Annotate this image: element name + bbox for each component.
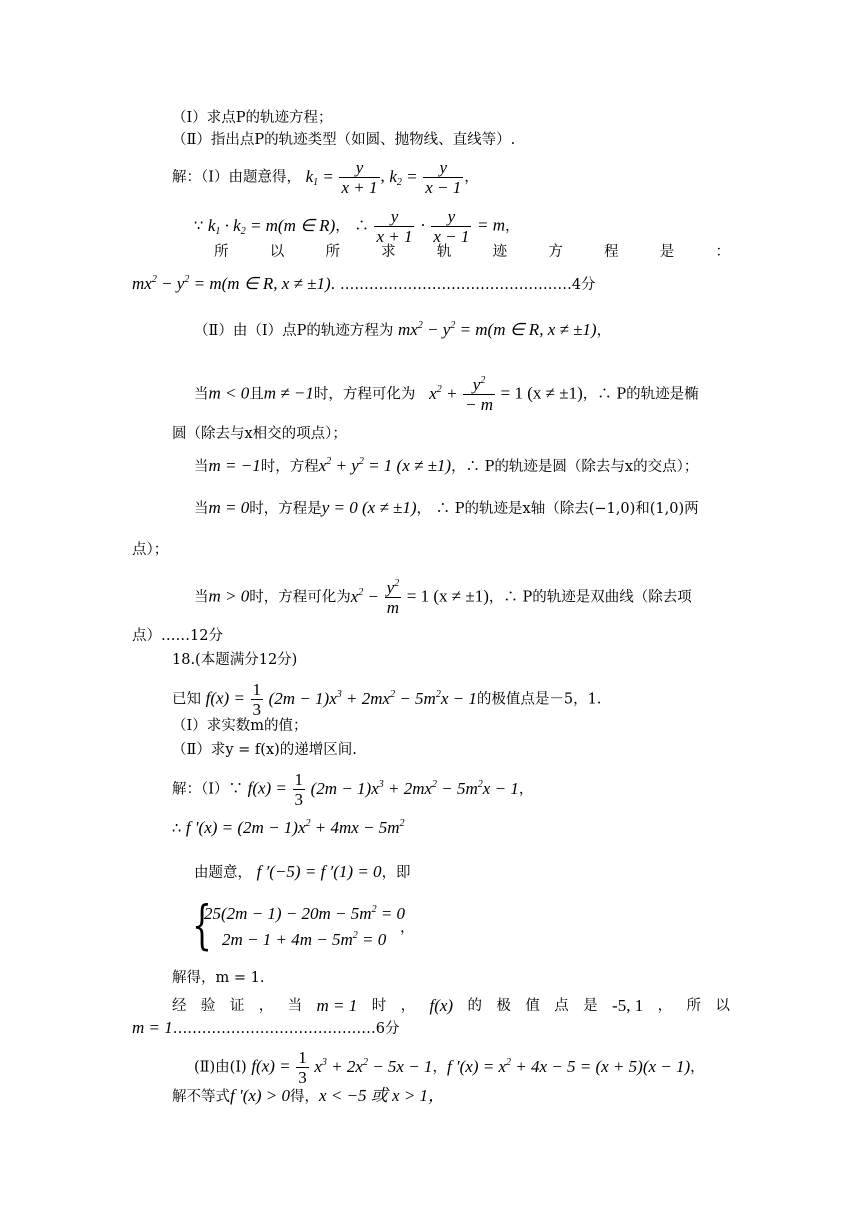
system-comma: ， bbox=[400, 920, 415, 936]
p18-part2-line: (Ⅱ)由(Ⅰ) f(x) = $\frac{1}{3}$ $x^3 + 2x^2 - 5x - 1$，f $'(x) = x^2 + 4x - 5 = (x + 5)(x - 1)$， bbox=[194, 1048, 705, 1087]
p18-question-1: （Ⅰ）求实数m的值； bbox=[172, 718, 308, 734]
case-ellipse-cont: 圆（除去与x相交的项点）； bbox=[172, 426, 347, 442]
solution-line-2: ∵ $k_1 \cdot k_2 = m(m$ ∈ R)， ∴ $\frac{y}{x + 1}$ · $\frac{y}{x - 1}$ = m， bbox=[194, 207, 520, 246]
p18-solution-1: 解：（Ⅰ）∵ f(x) = $\frac{1}{3}$ $(2m - 1)x^3 + 2mx^2 - 5m^2x - 1$， bbox=[172, 770, 534, 809]
trajectory-equation: $mx^2 - y^2 = m(m$ ∈ R, x ≠ ±1). …………………………………………4分 bbox=[132, 274, 596, 293]
system-eq-2: $2m - 1 + 4m - 5m^2 = 0$ bbox=[222, 930, 387, 949]
case-hyperbola: 当m > 0时，方程可化为$x^2$ − $\frac{y^2}{m}$ = 1 (x ≠ ±1)，∴ P的轨迹是双曲线（除去项 bbox=[194, 578, 692, 617]
system-eq-1: $25(2m - 1) - 20m - 5m^2 = 0$ bbox=[204, 904, 406, 923]
case-ellipse: 当m < 0且m ≠ −1时，方程可化为 $x^2$ + $\frac{y^2}{- m}$ = 1 (x ≠ ±1)，∴ P的轨迹是椭 bbox=[194, 375, 699, 414]
case-line: 当m = 0时，方程是y = 0 (x ≠ ±1)， ∴ P的轨迹是x轴（除去(−1,0)和(1,0)两 bbox=[194, 498, 699, 517]
solved-line: 解得，m = 1. bbox=[172, 970, 265, 986]
p18-question-2: （Ⅱ）求y = f(x)的递增区间. bbox=[172, 742, 357, 758]
so-line: 所 以 所 求 轨 迹 方 程 是 ： bbox=[214, 244, 730, 260]
case-circle: 当m = −1时，方程$x^2 + y^2 = 1$ (x ≠ ±1)，∴ P的轨迹是圆（除去与x的交点）； bbox=[194, 456, 699, 475]
part2-intro: （Ⅱ）由（Ⅰ）点P的轨迹方程为 $mx^2 - y^2 = m(m$ ∈ R, x ≠ ±1)， bbox=[194, 320, 612, 339]
system-brace: { bbox=[192, 896, 212, 956]
inequality-line: 解不等式f ′(x) > 0得，x < −5 或 x > 1， bbox=[172, 1086, 446, 1105]
condition-line: 由题意， f ′(−5) = f ′(1) = 0，即 bbox=[194, 862, 411, 881]
score-6-line: m = 1……………………………………6分 bbox=[132, 1018, 400, 1037]
verify-line: 经 验 证 ， 当 m = 1 时 ， f(x) 的 极 值 点 是 -5, 1 ， 所 以 bbox=[172, 996, 730, 1015]
solution-line-1: 解：（Ⅰ）由题意得， $k_1$ = $\frac{y}{x + 1}$ , $k_2$ = $\frac{y}{x - 1}$ ， bbox=[172, 158, 479, 197]
case-line-cont: 点）； bbox=[132, 542, 169, 558]
problem-18-heading: 18.(本题满分12分) bbox=[172, 652, 298, 668]
case-hyperbola-cont: 点）……12分 bbox=[132, 628, 223, 644]
derivative-line: ∴ f $'(x) = (2m - 1)x^2 + 4mx - 5m^2$ bbox=[172, 818, 405, 837]
question-2: （Ⅱ）指出点P的轨迹类型（如圆、抛物线、直线等）. bbox=[172, 132, 516, 148]
given-function: 已知 f(x) = $\frac{1}{3}$ $(2m - 1)x^3 + 2mx^2 - 5m^2x - 1$的极值点是－5，1. bbox=[172, 680, 602, 719]
question-1: （Ⅰ）求点P的轨迹方程； bbox=[172, 110, 333, 126]
